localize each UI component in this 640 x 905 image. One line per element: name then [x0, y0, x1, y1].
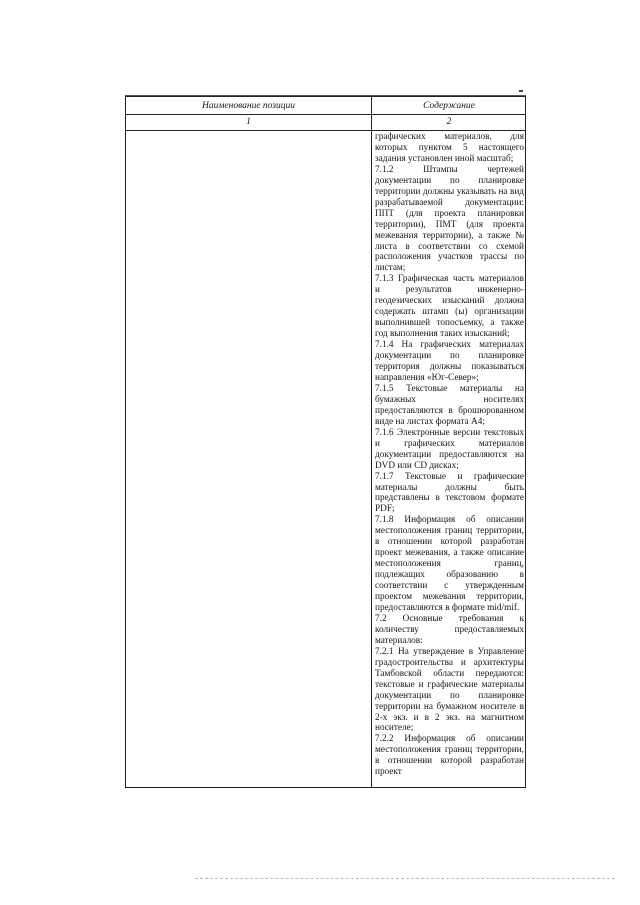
column-number-1: 1	[246, 117, 251, 127]
content-paragraph: 7.1.4 На графических материалах документации по планировке территория должны показываться направления «Юг-Север»;	[375, 340, 524, 383]
content-paragraph: графических материалов, для которых пунктом 5 настоящего задания установлен иной масштаб;	[375, 132, 524, 164]
specification-table	[125, 96, 526, 788]
content-paragraph: 7.1.8 Информация об описании местоположения границ территории, в отношении которой разработан проект межевания, а также описание местоположения границ, подлежащих образованию в соответствии с утвержденным проектом межевания территории, предоставляются в формате mid/mif.	[375, 515, 524, 613]
column-header-position-name: Наименование позиции	[201, 101, 296, 111]
content-paragraph: 7.1.5 Текстовые материалы на бумажных носителях предоставляются в брошюрованном виде на листах формата А4;	[375, 383, 524, 427]
scan-artifact-line	[195, 878, 615, 880]
content-paragraph: 7.2 Основные требования к количеству предоставляемых материалов:	[375, 613, 524, 646]
content-paragraph: 7.2.1 На утверждение в Управление градостроительства и архитектуры Тамбовской области передаются: текстовые и графические материалы документации по планировке территории на бумажном носителе в 2-х экз. и в 2 экз. на магнитном носителе;	[375, 646, 524, 734]
scan-mark	[519, 90, 523, 92]
content-cell	[375, 132, 524, 778]
content-paragraph: 7.1.7 Текстовые и графические материалы должны быть представлены в текстовом формате PDF;	[375, 471, 524, 515]
column-header-content: Содержание	[423, 101, 475, 111]
content-paragraph: 7.1.3 Графическая часть материалов и результатов инженерно-геодезических изысканий должна содержать штамп (ы) организации выполнившей топосъемку, а также год выполнения таких изысканий;	[375, 274, 524, 340]
column-divider	[371, 97, 372, 787]
content-paragraph: 7.2.2 Информация об описании местоположения границ территории, в отношении которой разработан проект	[375, 734, 524, 778]
numbering-divider	[126, 130, 525, 131]
content-paragraph: 7.1.2 Штампы чертежей документации по планировке территории должны указывать на вид разрабатываемой документации: ППТ (для проекта планировки территории), ПМТ (для проекта межевания территории), а также № листа в соответствии со схемой расположения участков трассы по листам;	[375, 164, 524, 274]
column-number-2: 2	[446, 117, 452, 127]
content-paragraph: 7.1.6 Электронные версии текстовых и графических материалов документации предоставляются на DVD или CD дисках;	[375, 427, 524, 471]
